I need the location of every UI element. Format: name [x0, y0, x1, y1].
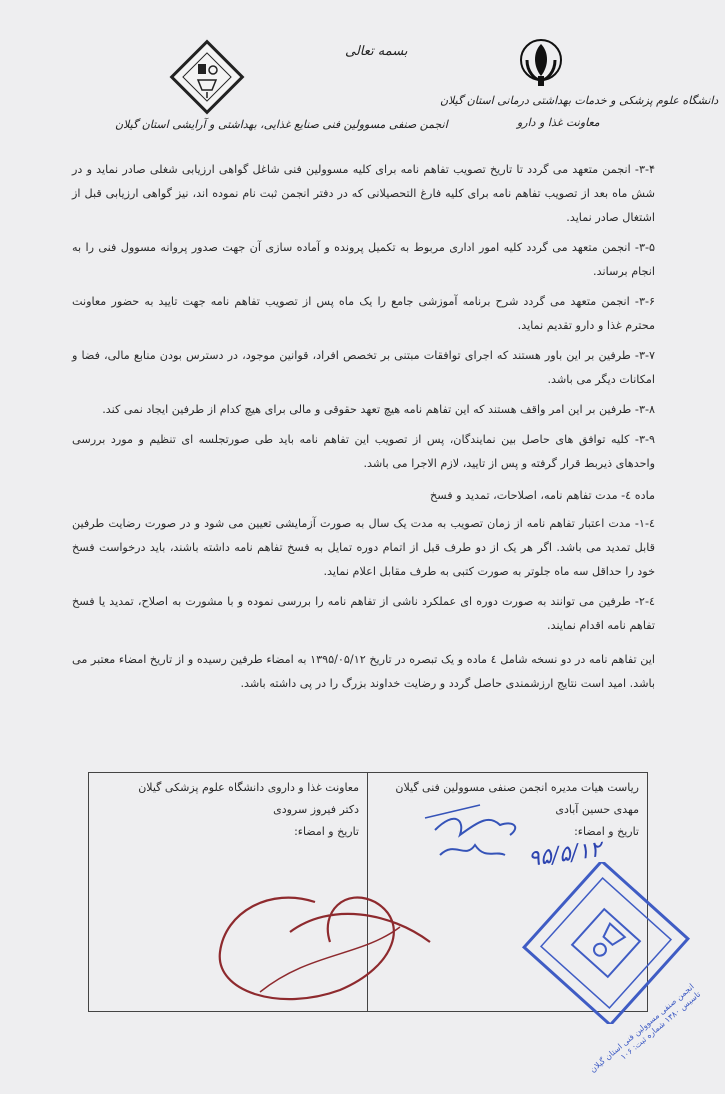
paragraph-3-7: ۳-۷- طرفین بر این باور هستند که اجرای توافقات مبتنی بر تخصص افراد، قوانین موجود، در دسترس بودن منابع مالی، فضا و امکانات دیگر می باشد. — [72, 349, 655, 386]
university-signer-title: معاونت غذا و داروی دانشگاه علوم پزشکی گیلان — [138, 781, 359, 794]
paragraph-4-2: ٤-۲- طرفین می توانند به صورت دوره ای عملکرد ناشی از تفاهم نامه را بررسی نموده و با مشورت به اصلاح، تمدید یا فسخ تفاهم نامه اقدام نمایند. — [72, 595, 655, 632]
paragraph-3-9: ۳-۹- کلیه توافق های حاصل بین نمایندگان، پس از تصویب این تفاهم نامه باید طی صورتجلسه ای تنظیم و مورد بررسی واحدهای ذیربط قرار گرفته و پس از تایید، لازم الاجرا می باشد. — [72, 433, 655, 470]
stamp-text: انجمن صنفی مسوولین فنی استان گیلان تاسیس ۱۳۸۰ شماره ثبت: ۱۰۶ — [588, 982, 703, 1075]
paragraph-3-6: ۳-۶- انجمن متعهد می گردد شرح برنامه آموزشی جامع را یک ماه پس از تصویب تفاهم نامه جهت تایید به حضور معاونت محترم غذا و دارو تقدیم نماید. — [72, 295, 655, 332]
university-signature — [200, 872, 450, 1022]
paragraph-3-4: ۳-۴- انجمن متعهد می گردد تا تاریخ تصویب تفاهم نامه برای کلیه مسوولین فنی شاغل گواهی ارزیابی شغلی صادر نماید و در شش ماه بعد از تصویب تفاهم نامه برای کلیه فارغ التحصیلانی که در دفتر انجمن ثبت نام نموده اند، نیز گواهی ارزیابی قبل از اشتغال صادر نماید. — [72, 163, 655, 224]
association-date-label: تاریخ و امضاء: — [574, 825, 639, 838]
deputy-title: معاونت غذا و دارو — [517, 116, 600, 129]
paragraph-3-5: ۳-۵- انجمن متعهد می گردد کلیه امور اداری مربوط به تکمیل پرونده و آماده سازی آن جهت صدور پروانه مسوول فنی را به انجام برساند. — [72, 241, 655, 278]
wheat-emblem-icon — [517, 36, 565, 88]
association-name: انجمن صنفی مسوولین فنی صنایع غذایی، بهداشتی و آرایشی استان گیلان — [115, 118, 448, 131]
stamp-icon — [520, 862, 692, 1024]
handwritten-date: ۹۵/۵/۱۲ — [526, 836, 604, 873]
agreement-body — [72, 158, 655, 702]
university-date-label: تاریخ و امضاء: — [294, 825, 359, 838]
university-name: دانشگاه علوم پزشکی و خدمات بهداشتی درمانی استان گیلان — [440, 94, 719, 107]
clause-4-title: ماده ٤- مدت تفاهم نامه، اصلاحات، تمدید و فسخ — [430, 489, 655, 502]
closing-paragraph: این تفاهم نامه در دو نسخه شامل ٤ ماده و یک تبصره در تاریخ ۱۳۹۵/۰۵/۱۲ به امضاء طرفین رسیده و از تاریخ امضاء معتبر می باشد. امید است نتایج ارزشمندی حاصل گردد و رضایت خداوند بزرگ را در پی داشته باشد. — [72, 653, 655, 690]
paragraph-3-8: ۳-۸- طرفین بر این امر واقف هستند که این تفاهم نامه هیچ تعهد حقوقی و مالی برای هیچ کدام از طرفین ایجاد نمی کند. — [102, 403, 655, 416]
association-logo-icon — [168, 38, 246, 116]
association-stamp — [520, 862, 692, 1024]
association-signer-name: مهدی حسین آبادی — [555, 803, 639, 816]
association-signer-title: ریاست هیات مدیره انجمن صنفی مسوولین فنی گیلان — [395, 781, 639, 794]
university-signer-name: دکتر فیروز سرودی — [273, 803, 359, 816]
association-logo — [168, 38, 246, 116]
basmala: بسمه تعالی — [345, 44, 408, 59]
paragraph-4-1: ٤-۱- مدت اعتبار تفاهم نامه از زمان تصویب به مدت یک سال به صورت آزمایشی تعیین می شود و در صورت رضایت طرفین قابل تمدید می باشد. اگر هر یک از دو طرف قبل از اتمام دوره تمایل به فسخ تفاهم نامه داشته باشند، باید درخواست فسخ خود را حداقل سه ماه جلوتر به صورت کتبی به طرف مقابل اعلام نماید. — [72, 517, 655, 578]
university-logo — [517, 36, 565, 88]
